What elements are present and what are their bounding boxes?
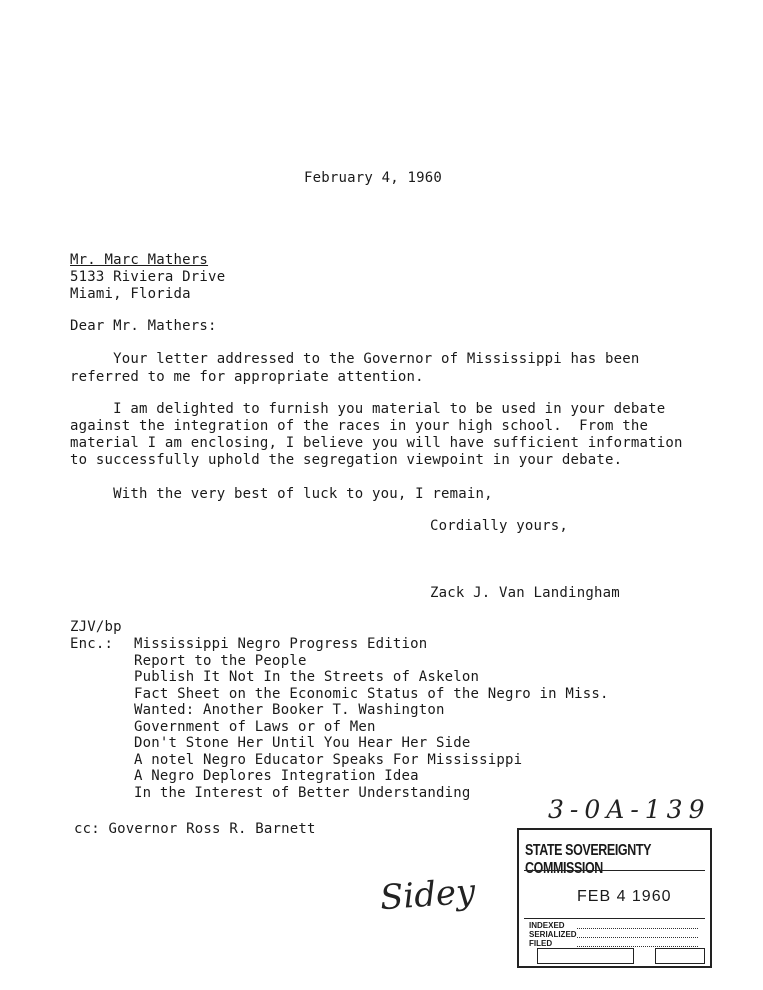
stamp-title: STATE SOVEREIGNTY COMMISSION bbox=[525, 842, 651, 877]
recipient-city: Miami, Florida bbox=[70, 286, 191, 302]
paragraph-line: I am delighted to furnish you material to be used in your debate bbox=[70, 401, 666, 417]
stamp-filed-line bbox=[577, 939, 698, 947]
handwritten-initials: Sidey bbox=[378, 871, 477, 919]
list-item: Report to the People bbox=[134, 653, 307, 669]
stamp-divider bbox=[524, 918, 705, 919]
paragraph-line: Your letter addressed to the Governor of Mississippi has been bbox=[70, 351, 640, 367]
list-item: Government of Laws or of Men bbox=[134, 719, 376, 735]
enclosures-label: Enc.: bbox=[70, 636, 114, 652]
stamp-indexed-label: INDEXED bbox=[529, 921, 565, 930]
list-item: Mississippi Negro Progress Edition bbox=[134, 636, 428, 652]
typist-initials: ZJV/bp bbox=[70, 619, 122, 635]
salutation: Dear Mr. Mathers: bbox=[70, 318, 217, 334]
carbon-copy: cc: Governor Ross R. Barnett bbox=[74, 821, 316, 837]
paragraph-line: material I am enclosing, I believe you will have sufficient information bbox=[70, 435, 683, 451]
stamp-filed-label: FILED bbox=[529, 939, 553, 948]
stamp-box bbox=[655, 948, 705, 964]
paragraph-line: referred to me for appropriate attention. bbox=[70, 369, 424, 385]
stamp-serialized-line bbox=[577, 930, 698, 938]
closing: Cordially yours, bbox=[430, 518, 569, 534]
list-item: Don't Stone Her Until You Hear Her Side bbox=[134, 735, 471, 751]
list-item: Fact Sheet on the Economic Status of the Negro in Miss. bbox=[134, 686, 609, 702]
letter-date: February 4, 1960 bbox=[304, 170, 443, 186]
stamp-divider bbox=[524, 870, 705, 871]
recipient-name: Mr. Marc Mathers bbox=[70, 252, 209, 268]
recipient-street: 5133 Riviera Drive bbox=[70, 269, 226, 285]
list-item: Publish It Not In the Streets of Askelon bbox=[134, 669, 480, 685]
list-item: In the Interest of Better Understanding bbox=[134, 785, 471, 801]
stamp-serialized-label: SERIALIZED bbox=[529, 930, 577, 939]
commission-stamp bbox=[517, 828, 712, 968]
paragraph-line: With the very best of luck to you, I remain, bbox=[70, 486, 493, 502]
list-item: Wanted: Another Booker T. Washington bbox=[134, 702, 445, 718]
paragraph-line: to successfully uphold the segregation viewpoint in your debate. bbox=[70, 452, 623, 468]
list-item: A Negro Deplores Integration Idea bbox=[134, 768, 419, 784]
list-item: A notel Negro Educator Speaks For Mississippi bbox=[134, 752, 523, 768]
paragraph-line: against the integration of the races in your high school. From the bbox=[70, 418, 649, 434]
stamp-indexed-line bbox=[577, 921, 698, 929]
handwritten-file-number: 3-0A-139 bbox=[548, 795, 711, 824]
signer-name: Zack J. Van Landingham bbox=[430, 585, 620, 601]
stamp-box bbox=[537, 948, 634, 964]
stamp-date: FEB 4 1960 bbox=[577, 888, 672, 905]
